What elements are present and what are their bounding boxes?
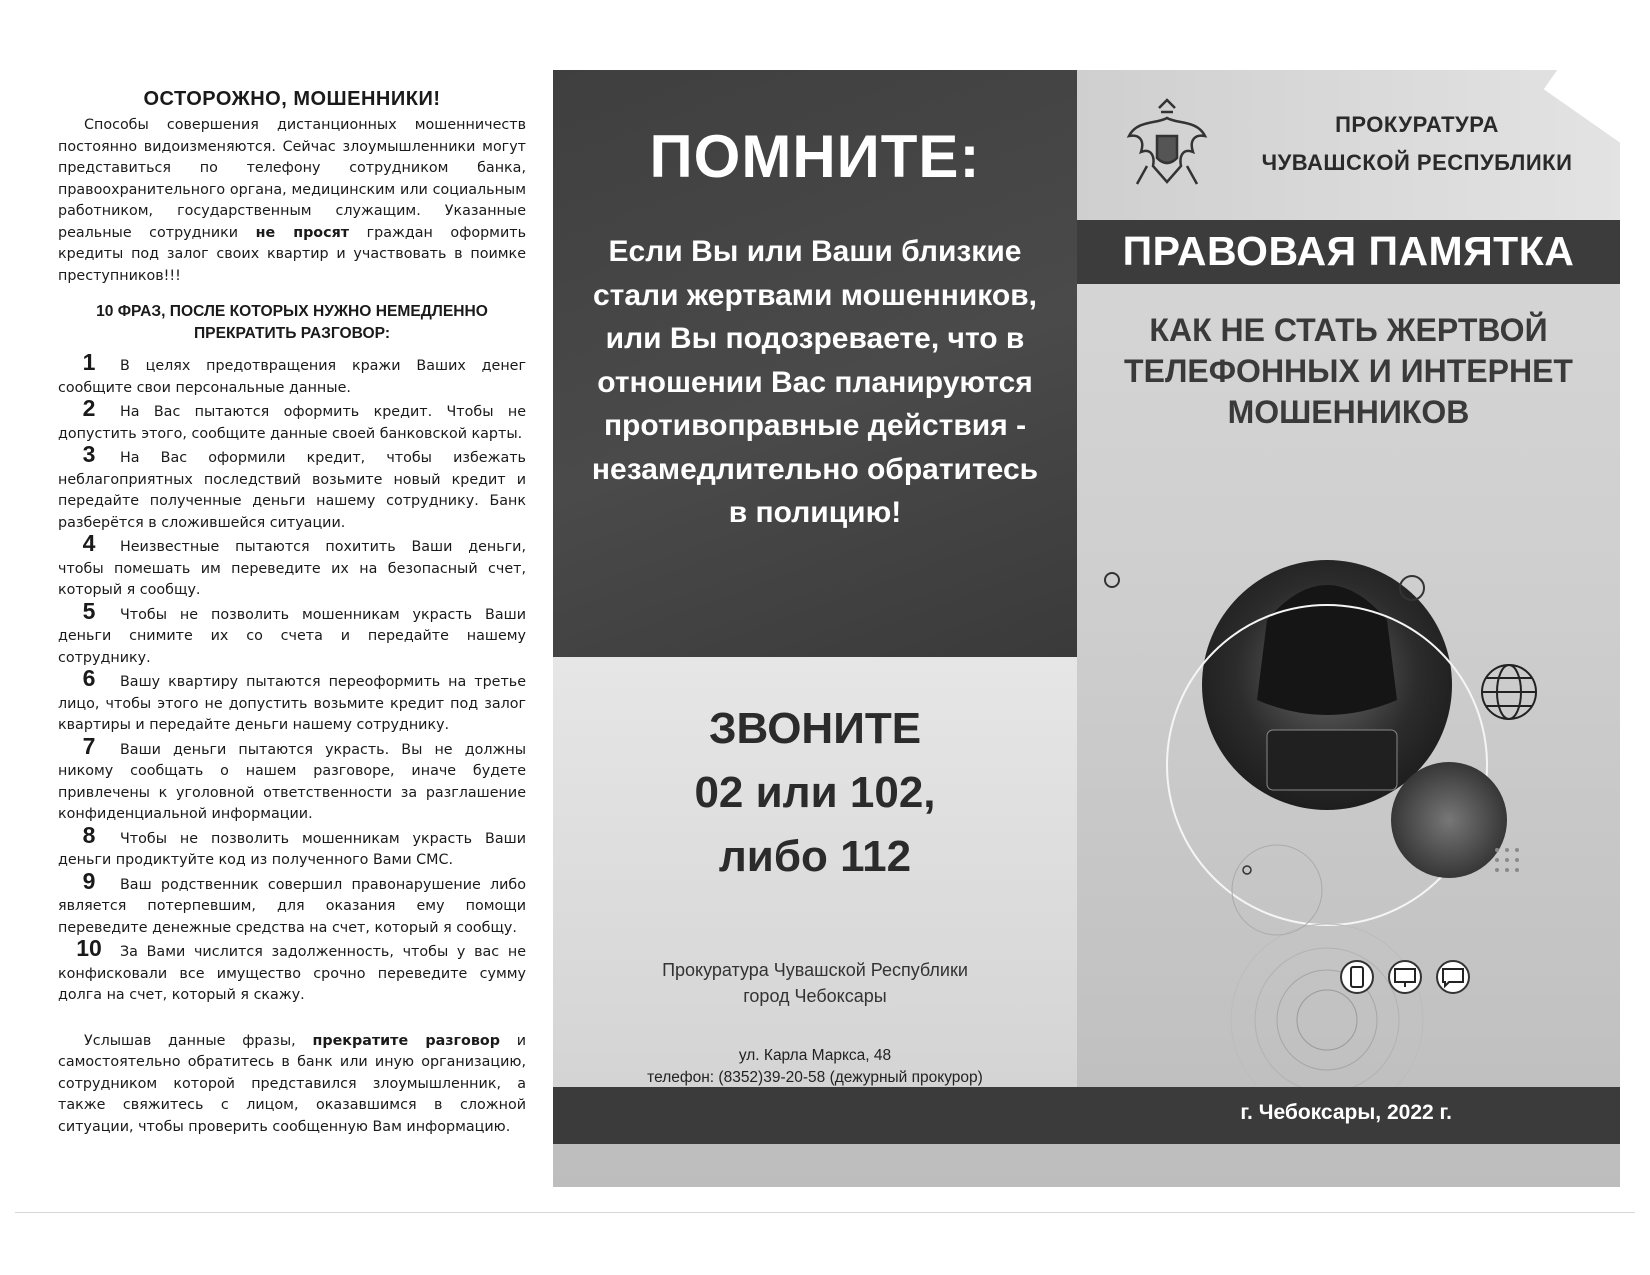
call-block bbox=[553, 657, 1077, 1087]
address-street: ул. Карла Маркса, 48 bbox=[738, 1047, 892, 1064]
call-numbers bbox=[553, 697, 1077, 889]
footer-band bbox=[553, 1087, 1620, 1144]
call-line-1: ЗВОНИТЕ bbox=[708, 704, 922, 753]
phrase-text: За Вами числится задолженность, чтобы у вас не конфисковали все имущество срочно переведите сумму долга на счет, который я скажу. bbox=[58, 944, 526, 1003]
remember-block bbox=[553, 70, 1077, 657]
how-line-2: ТЕЛЕФОННЫХ И ИНТЕРНЕТ bbox=[1124, 353, 1573, 389]
phrase-item bbox=[58, 597, 526, 670]
prosecutor-line-1: ПРОКУРАТУРА bbox=[1335, 112, 1499, 137]
remember-text: Если Вы или Ваши близкие стали жертвами мошенников, или Вы подозреваете, что в отношении Вас планируются противоправные действия - незамедлительно обратитесь в полицию! bbox=[591, 235, 1039, 529]
phrase-item bbox=[58, 441, 526, 534]
phone-icon bbox=[1341, 961, 1373, 993]
outro-paragraph bbox=[58, 1031, 526, 1139]
phrase-number: 9 bbox=[82, 867, 96, 894]
remember-title: ПОМНИТЕ: bbox=[649, 123, 981, 190]
how-line-1: КАК НЕ СТАТЬ ЖЕРТВОЙ bbox=[1149, 312, 1548, 348]
intro-paragraph bbox=[58, 115, 526, 287]
monitor-icon bbox=[1389, 961, 1421, 993]
call-line-2: 02 или 102, bbox=[694, 768, 936, 817]
footer-text: г. Чебоксары, 2022 г. bbox=[1240, 1101, 1452, 1124]
phrase-text: На Вас оформили кредит, чтобы избежать неблагоприятных последствий возьмите новый кредит и передайте полученные деньги нашему сотруднику. Банк разберётся в сложившейся ситуации. bbox=[58, 450, 526, 531]
phrase-text: Ваш родственник совершил правонарушение либо является потерпевшим, для оказания ему помощи переведите денежные средства на счет, который я сообщу. bbox=[58, 876, 526, 936]
address-phone: телефон: (8352)39-20-58 (дежурный прокурор) bbox=[647, 1069, 983, 1086]
outro-text-b: и самостоятельно обратитесь в банк или иную организацию, сотрудником которой представился злоумышленник, а также свяжитесь с лицом, оказавшимся в сложной ситуации, чтобы проверить сообщенную Вам информацию. bbox=[58, 1032, 526, 1135]
phrase-number: 7 bbox=[82, 732, 96, 759]
how-title bbox=[1077, 310, 1620, 433]
org-line-2: город Чебоксары bbox=[743, 986, 887, 1006]
outro-text-a: Услышав данные фразы, bbox=[84, 1032, 313, 1049]
phrase-number: 3 bbox=[82, 441, 96, 467]
phrase-text: Ваши деньги пытаются украсть. Вы не должны никому сообщать о нашем разговоре, иначе будете привлечены к уголовной ответственности за разглашение конфиденциальной информации. bbox=[58, 741, 526, 822]
phrase-item bbox=[58, 867, 526, 940]
org-line-1: Прокуратура Чувашской Республики bbox=[662, 960, 968, 980]
globe-icon bbox=[1482, 665, 1536, 719]
how-line-3: МОШЕННИКОВ bbox=[1227, 394, 1470, 430]
phrase-item bbox=[58, 821, 526, 872]
phone-user-circle bbox=[1391, 762, 1507, 878]
phrase-text: Чтобы не позволить мошенникам украсть Ваши деньги продиктуйте код из полученного Вами СМС. bbox=[58, 830, 526, 868]
phrase-number: 4 bbox=[82, 530, 96, 556]
outro-bold: прекратите разговор bbox=[312, 1032, 500, 1049]
intro-text-a: Способы совершения дистанционных мошенничеств постоянно видоизменяются. Сейчас злоумышленники могут представиться по телефону сотрудником банка, правоохранительного органа, медицинским или социальным работником, государственным служащим. Указанные реальные сотрудники bbox=[58, 117, 526, 241]
phrase-item bbox=[58, 395, 526, 445]
prosecutor-title bbox=[1237, 106, 1597, 182]
phrase-number: 8 bbox=[82, 821, 96, 848]
header-band bbox=[1077, 70, 1620, 220]
phrase-number: 10 bbox=[76, 935, 102, 961]
laptop-shape bbox=[1267, 730, 1397, 790]
phrase-item bbox=[58, 935, 526, 1007]
prosecutor-line-2: ЧУВАШСКОЙ РЕСПУБЛИКИ bbox=[1261, 150, 1573, 175]
phrases-list bbox=[58, 349, 526, 1007]
dots-pattern bbox=[1495, 848, 1519, 872]
phrase-text: Неизвестные пытаются похитить Ваши деньги, чтобы помешать им переведите их на безопасный счет, который я сообщу. bbox=[58, 539, 526, 598]
pamyatka-band bbox=[1077, 220, 1620, 284]
phrase-item bbox=[58, 530, 526, 602]
phrase-number: 2 bbox=[82, 395, 96, 421]
pamyatka-title: ПРАВОВАЯ ПАМЯТКА bbox=[1122, 228, 1575, 274]
phrases-heading: 10 ФРАЗ, ПОСЛЕ КОТОРЫХ НУЖНО НЕМЕДЛЕННО ПРЕКРАТИТЬ РАЗГОВОР: bbox=[96, 303, 488, 342]
intro-text-b: граждан оформить кредиты под залог своих квартир и участвовать в поимке преступников!!! bbox=[58, 224, 527, 284]
organization bbox=[553, 957, 1077, 1009]
phrase-number: 6 bbox=[82, 665, 96, 691]
hacker-illustration bbox=[1077, 470, 1620, 1110]
phrase-item bbox=[58, 665, 526, 737]
phrase-text: Чтобы не позволить мошенникам украсть Ваши деньги снимите их со счета и передайте нашему сотруднику. bbox=[58, 606, 526, 666]
brochure-panel bbox=[553, 70, 1620, 1187]
phrase-text: На Вас пытаются оформить кредит. Чтобы не допустить этого, сообщите данные своей банковской карты. bbox=[58, 404, 526, 442]
page-divider bbox=[15, 1212, 1635, 1213]
intro-bold: не просят bbox=[255, 224, 350, 241]
phrase-text: В целях предотвращения кражи Ваших денег сообщите свои персональные данные. bbox=[58, 358, 526, 396]
emblem-icon bbox=[1117, 96, 1217, 196]
left-column bbox=[58, 88, 526, 1138]
phrase-text: Вашу квартиру пытаются переоформить на третье лицо, чтобы этого не допустить возьмите кредит под залог квартиры и передайте деньги нашему сотруднику. bbox=[58, 674, 526, 733]
phrase-item bbox=[58, 732, 526, 826]
phrase-number: 5 bbox=[82, 597, 96, 624]
left-title: ОСТОРОЖНО, МОШЕННИКИ! bbox=[143, 88, 441, 110]
call-line-3: либо 112 bbox=[718, 832, 912, 881]
phrase-number: 1 bbox=[82, 349, 96, 375]
phrase-item bbox=[58, 349, 526, 399]
chat-icon bbox=[1437, 961, 1469, 993]
